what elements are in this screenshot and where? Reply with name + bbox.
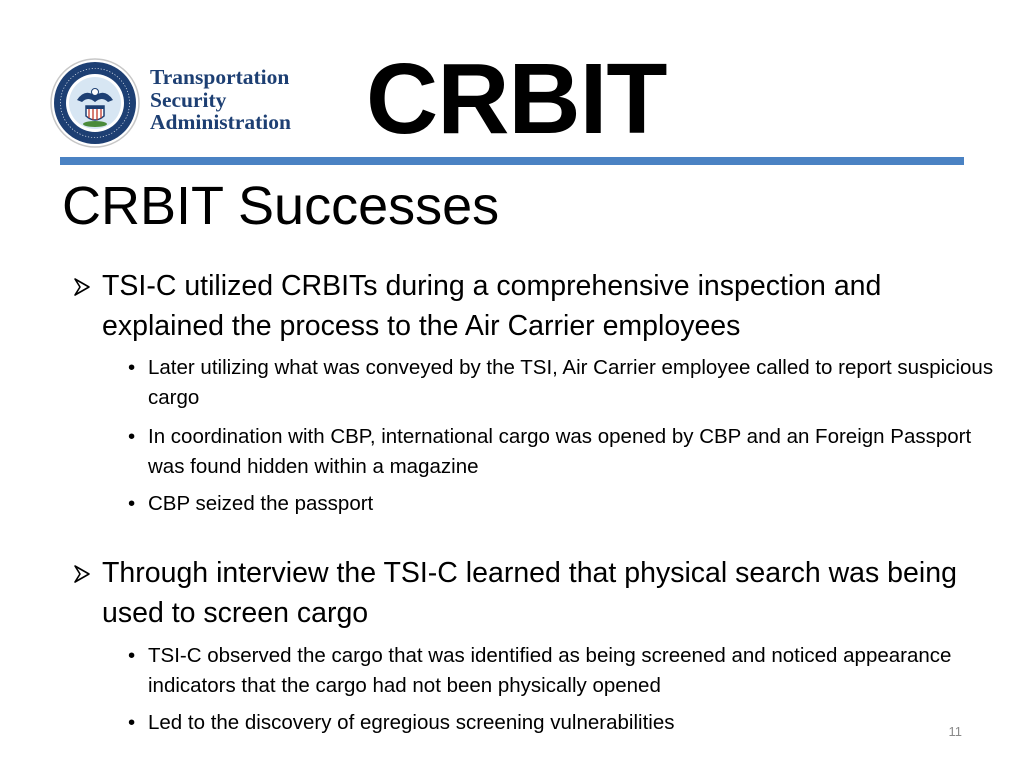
dhs-seal-icon <box>50 58 140 148</box>
sub-bullet-dot: • <box>128 644 136 667</box>
agency-line-1: Transportation <box>150 65 290 89</box>
bullet-item <box>72 553 972 633</box>
agency-line-2: Security <box>150 87 227 112</box>
header-divider <box>60 157 964 165</box>
sub-bullet-item <box>128 489 1008 519</box>
sub-bullet-text: TSI-C observed the cargo that was identified as being screened and noticed appearance indicators that the cargo had not been physically opened <box>148 644 952 697</box>
bullet-text: TSI-C utilized CRBITs during a comprehensive inspection and explained the process to the Air Carrier employees <box>102 270 882 342</box>
sub-bullet-dot: • <box>128 356 136 379</box>
sub-bullet-text: CBP seized the passport <box>148 492 374 515</box>
page-number: 11 <box>948 724 962 739</box>
sub-bullet-dot: • <box>128 711 136 734</box>
main-heading: CRBIT <box>366 43 667 155</box>
sub-bullet-item <box>128 422 1008 482</box>
sub-bullet-text: Later utilizing what was conveyed by the TSI, Air Carrier employee called to report suspicious cargo <box>148 356 994 409</box>
slide-title: CRBIT Successes <box>62 176 500 236</box>
bullet-text: Through interview the TSI-C learned that physical search was being used to screen cargo <box>102 557 957 629</box>
bullet-item <box>72 266 972 346</box>
agency-name <box>150 66 291 134</box>
sub-bullet-item <box>128 353 1008 413</box>
arrow-bullet-icon <box>72 276 94 298</box>
arrow-bullet-icon <box>72 563 94 585</box>
sub-bullet-text: Led to the discovery of egregious screening vulnerabilities <box>148 711 675 734</box>
agency-line-3: Administration <box>150 110 291 134</box>
sub-bullet-item <box>128 641 1008 701</box>
sub-bullet-dot: • <box>128 425 136 448</box>
sub-bullet-text: In coordination with CBP, international cargo was opened by CBP and an Foreign Passport was found hidden within a magazine <box>148 425 972 478</box>
sub-bullet-item <box>128 708 1008 738</box>
sub-bullet-dot: • <box>128 492 136 515</box>
